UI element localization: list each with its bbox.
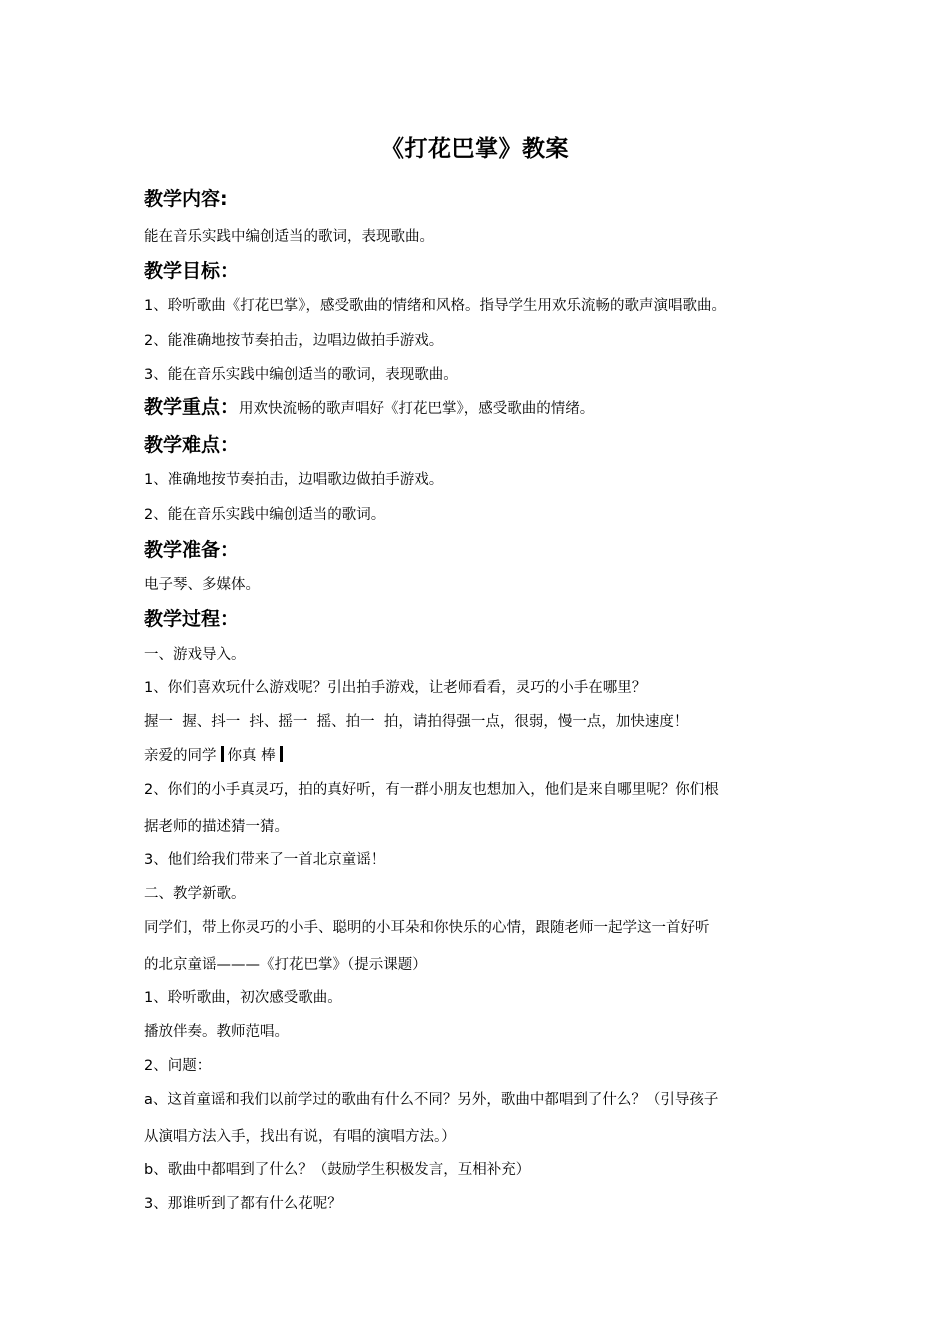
heading-key-point: 教学重点： bbox=[144, 396, 240, 418]
goal-item-3: 3、能在音乐实践中编创适当的歌词，表现歌曲。 bbox=[144, 367, 458, 383]
heading-teaching-goals: 教学目标： bbox=[144, 260, 240, 282]
bar-line bbox=[221, 746, 224, 762]
document-title: 《打花巴掌》教案 bbox=[381, 136, 569, 162]
bar-line bbox=[280, 746, 283, 762]
heading-difficulty: 教学难点： bbox=[144, 434, 240, 456]
process-line: 从演唱方法入手，找出有说，有唱的演唱方法。） bbox=[144, 1129, 456, 1145]
difficulty-item-2: 2、能在音乐实践中编创适当的歌词。 bbox=[144, 507, 386, 523]
process-line: a、这首童谣和我们以前学过的歌曲有什么不同？另外，歌曲中都唱到了什么？（引导孩子 bbox=[144, 1092, 719, 1108]
goal-item-2: 2、能准确地按节奏拍击，边唱边做拍手游戏。 bbox=[144, 333, 444, 349]
process-line: 同学们，带上你灵巧的小手、聪明的小耳朵和你快乐的心情，跟随老师一起学这一首好听 bbox=[144, 920, 710, 936]
process-line: 2、你们的小手真灵巧，拍的真好听，有一群小朋友也想加入，他们是来自哪里呢？你们根 bbox=[144, 782, 719, 798]
teaching-content-text: 能在音乐实践中编创适当的歌词，表现歌曲。 bbox=[144, 229, 434, 245]
clap-phrase-1: 亲爱的同学 bbox=[144, 748, 217, 764]
process-line: 2、问题： bbox=[144, 1058, 212, 1074]
goal-item-1: 1、聆听歌曲《打花巴掌》，感受歌曲的情绪和风格。指导学生用欢乐流畅的歌声演唱歌曲。 bbox=[144, 298, 726, 314]
process-line: b、歌曲中都唱到了什么？（鼓励学生积极发言，互相补充） bbox=[144, 1162, 531, 1178]
process-line: 二、教学新歌。 bbox=[144, 886, 246, 902]
process-line: 3、那谁听到了都有什么花呢？ bbox=[144, 1196, 342, 1212]
process-line: 3、他们给我们带来了一首北京童谣！ bbox=[144, 852, 386, 868]
difficulty-item-1: 1、准确地按节奏拍击，边唱歌边做拍手游戏。 bbox=[144, 472, 444, 488]
process-line: 1、你们喜欢玩什么游戏呢？引出拍手游戏，让老师看看，灵巧的小手在哪里？ bbox=[144, 680, 647, 696]
heading-process: 教学过程： bbox=[144, 608, 240, 630]
process-line-clap-rhythm bbox=[144, 745, 814, 767]
key-point-row bbox=[144, 396, 814, 420]
process-line: 握一 握、抖一 抖、摇一 摇、拍一 拍，请拍得强一点，很弱，慢一点，加快速度！ bbox=[144, 714, 689, 730]
process-line: 的北京童谣———《打花巴掌》（提示课题） bbox=[144, 957, 427, 973]
heading-preparation: 教学准备： bbox=[144, 539, 240, 561]
process-line: 据老师的描述猜一猜。 bbox=[144, 819, 289, 835]
preparation-text: 电子琴、多媒体。 bbox=[144, 577, 260, 593]
process-line: 1、聆听歌曲，初次感受歌曲。 bbox=[144, 990, 342, 1006]
heading-teaching-content: 教学内容: bbox=[144, 188, 228, 210]
clap-phrase-2: 你真 棒 bbox=[227, 748, 276, 764]
process-line: 一、游戏导入。 bbox=[144, 647, 246, 663]
process-line: 播放伴奏。教师范唱。 bbox=[144, 1024, 289, 1040]
key-point-text: 用欢快流畅的歌声唱好《打花巴掌》，感受歌曲的情绪。 bbox=[239, 401, 595, 417]
